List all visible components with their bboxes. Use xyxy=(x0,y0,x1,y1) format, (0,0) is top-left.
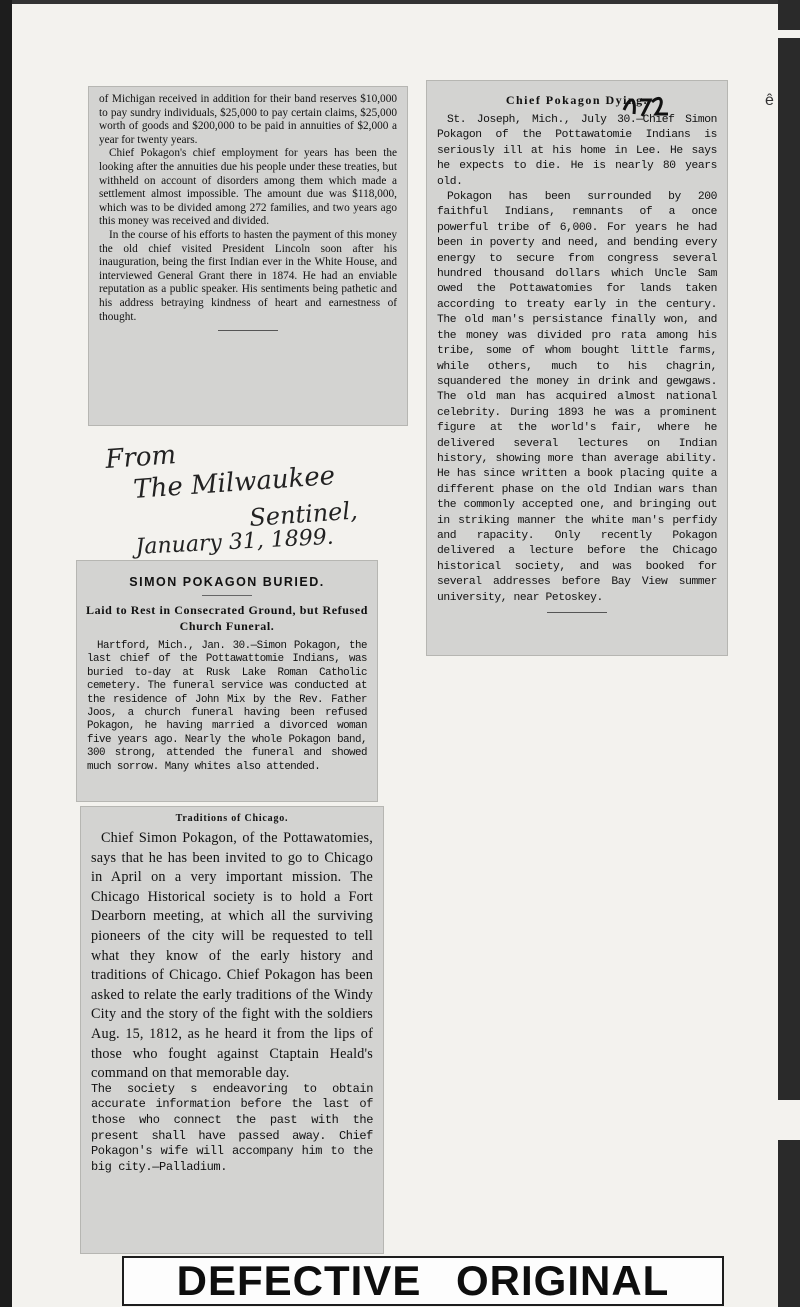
ink-number-annotation xyxy=(620,92,680,120)
defective-original-stamp: DEFECTIVE ORIGINAL xyxy=(122,1256,724,1306)
clipping-b-title: Chief Pokagon Dying. xyxy=(505,93,649,107)
clipping-d-body xyxy=(81,829,383,1084)
margin-mark: ê xyxy=(765,92,774,109)
clipping-d-paragraph: Chief Simon Pokagon, of the Pottawatomies, says that he has been invited to go to Chicago in April on a very important mission. The Chicago Historical society is to hold a Fort Dearborn meeting, at which all the surviving pioneers of the city will be requested to tell what they know of the early history and traditions of Chicago. Chief Pokagon has been asked to relate the early traditions of the Windy City and the story of the fight with the soldiers Aug. 15, 1812, as he heard it from the lips of those who fought against Ctaptain Heald's command on that memorable day. xyxy=(91,830,373,1082)
clipping-a-end-rule xyxy=(218,330,278,331)
clipping-b-end-rule xyxy=(547,612,607,613)
clipping-a-paragraph: In the course of his efforts to hasten the payment of this money the old chief visited President Lincoln soon after his inauguration, being the first Indian ever in the White House, and interviewed General Grant there in 1874. He had an enviable reputation as a public speaker. His sentiments being pathetic and his address betraying kindness of heart and earnestness of thought. xyxy=(99,228,397,323)
clipping-chief-pokagon-dying xyxy=(426,80,728,656)
clipping-treaty-annuities xyxy=(88,86,408,426)
clipping-c-body xyxy=(77,640,377,774)
clipping-b-paragraph: St. Joseph, Mich., July 30.—Chief Simon Pokagon of the Pottawatomie Indians is seriously ill at his home in Lee. He says he expects to die. He is nearly 80 years old. xyxy=(437,114,717,188)
clipping-d-body-small xyxy=(81,1082,383,1176)
scan-edge-notch xyxy=(778,1100,800,1140)
clipping-c-rule xyxy=(202,595,252,596)
clipping-a-paragraph: of Michigan received in addition for their band reserves $10,000 to pay sundry individuals, $25,000 to pay certain claims, $25,000 worth of goods and $200,000 to be paid in annuities of $2,000 a year for twenty years. xyxy=(99,93,397,146)
clipping-simon-pokagon-buried xyxy=(76,560,378,802)
clipping-c-paragraph: Hartford, Mich., Jan. 30.—Simon Pokagon, the last chief of the Pottawattomie Indians, was buried to-day at Rusk Lake Roman Catholic cemetery. The funeral service was conducted at the residence of John Mix by the Rev. Father Joos, a church funeral having been refused Pokagon, he having married a divorced woman five years ago. Nearly the whole Pokagon band, 300 strong, attended the funeral and showed much sorrow. Many whites also attended. xyxy=(87,640,367,773)
handwriting-line-2: The Milwaukee xyxy=(132,460,337,505)
clipping-traditions-of-chicago xyxy=(80,806,384,1254)
scan-edge-left xyxy=(0,0,12,1307)
clipping-b-body xyxy=(427,113,727,606)
clipping-d-title: Traditions of Chicago. xyxy=(175,813,289,824)
scan-edge-top xyxy=(0,0,800,4)
handwriting-line-3: Sentinel, xyxy=(248,496,359,532)
handwriting-line-4: January 31, 1899. xyxy=(135,524,335,560)
clipping-c-headline: SIMON POKAGON BURIED. xyxy=(129,575,325,589)
clipping-c-subhead: Laid to Rest in Consecrated Ground, but Refused Church Funeral. xyxy=(86,603,368,633)
scan-edge-notch xyxy=(778,30,800,38)
clipping-d-paragraph-small: The society s endeavoring to obtain accurate information before the last of those who connect the past with the present shall have passed away. Chief Pokagon's wife will accompany him to the big city.—Palladium. xyxy=(91,1081,373,1174)
clipping-a-body xyxy=(89,93,407,324)
handwriting-line-1: From xyxy=(104,440,178,475)
clipping-b-paragraph: Pokagon has been surrounded by 200 faithful Indians, remnants of a once powerful tribe of 6,000. For years he had been in poverty and need, and bending every energy to secure from congress several hundred thousand dollars which Uncle Sam owed the Pottawatomies for lands taken according to treaty early in the century. The old man's persistance finally won, and the money was divided pro rata among his tribe, some of whom bought little farms, while others, much to his chagrin, squandered the money in drink and gewgaws. The old man has acquired almost national celebrity. During 1893 he was a prominent figure at the world's fair, where he delivered several lectures on Indian history, showing more than average ability. He has since written a book placing quite a different phase on the old Indian wars than the commonly accepted one, and bringing out in striking manner the white man's perfidy and rapacity. Only recently Pokagon delivered a lecture before the Chicago historical society, and was booked for several addresses before Bay View summer university, near Petoskey. xyxy=(437,191,717,604)
handwritten-source-note xyxy=(100,436,380,560)
clipping-a-paragraph: Chief Pokagon's chief employment for years has been the looking after the annuities due his people under these treaties, but withheld on account of disorders among them which made a settlement almost impossible. The amount due was $118,000, which was to be divided among 272 families, and two years ago this money was received and divided. xyxy=(99,147,397,228)
